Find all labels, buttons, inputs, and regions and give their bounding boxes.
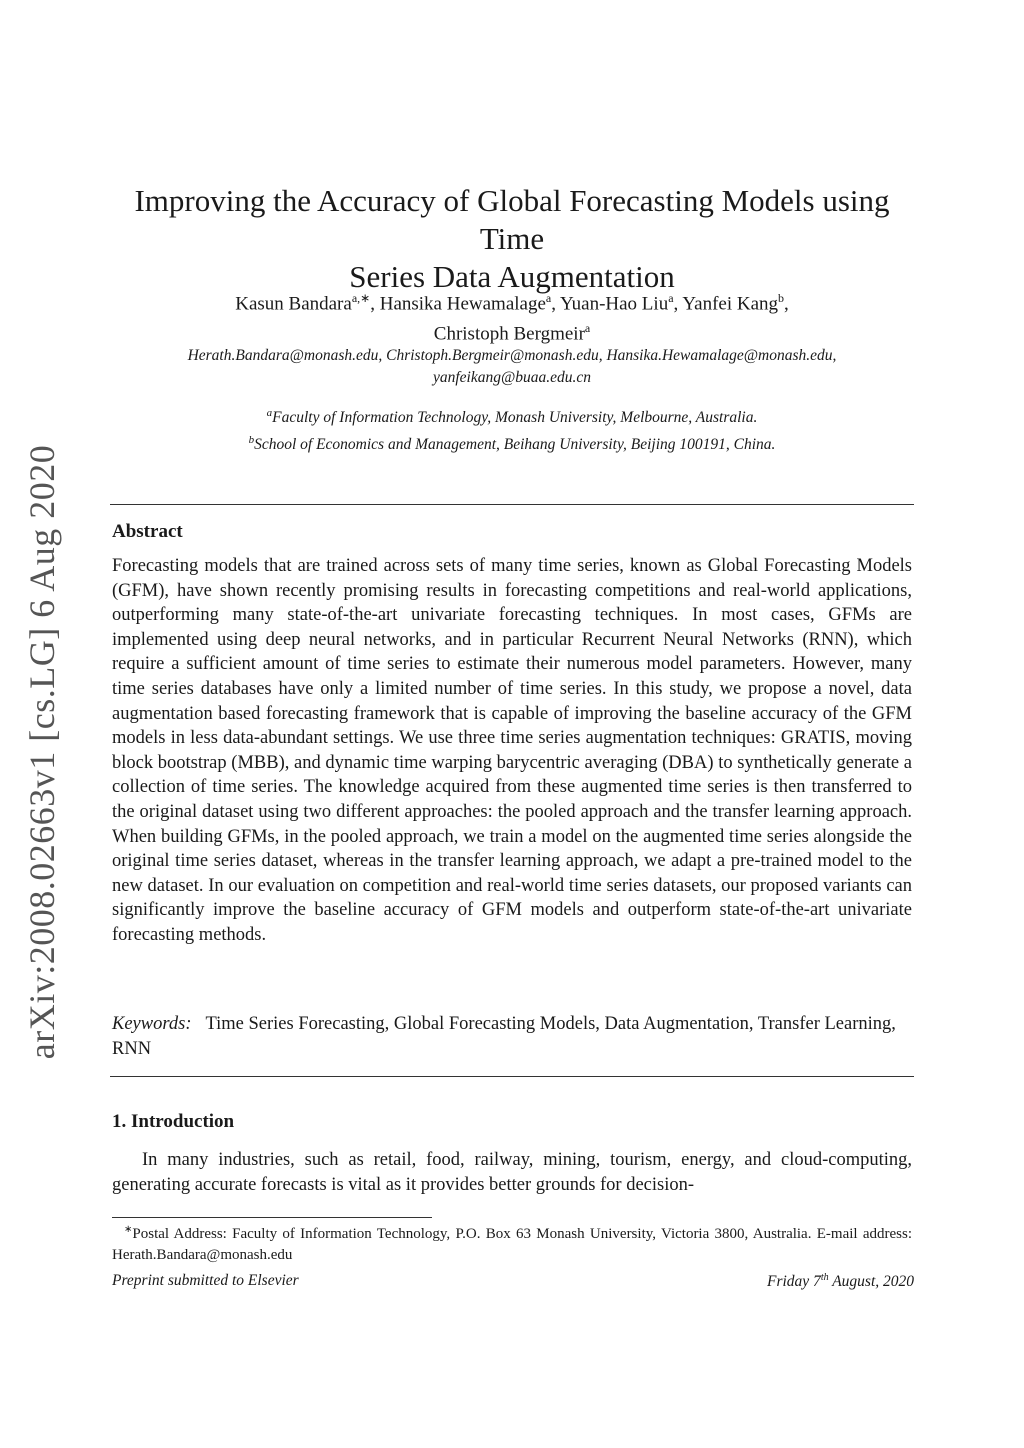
author-name: Christoph Bergmeir	[433, 323, 585, 345]
submission-date	[767, 1272, 914, 1291]
author-affil-marker: b	[778, 291, 785, 305]
paper-title	[112, 182, 912, 296]
title-line-1: Improving the Accuracy of Global Forecasting Models using Time	[134, 183, 890, 256]
email-line-2: yanfeikang@buaa.edu.cn	[432, 369, 592, 386]
footnote-rule	[112, 1217, 432, 1218]
author-affil-marker: a	[584, 321, 591, 336]
author-list	[112, 286, 912, 347]
introduction-text: In many industries, such as retail, food, railway, mining, tourism, energy, and cloud-computing, generating accurate forecasts is vital as it provides better grounds for decision-	[112, 1150, 912, 1195]
footnote-text: Postal Address: Faculty of Information Technology, P.O. Box 63 Monash University, Victoria 3800, Australia. E-mail address: Herath.Bandara@monash.edu	[112, 1226, 912, 1263]
affil-marker: b	[248, 434, 255, 447]
email-line-1: Herath.Bandara@monash.edu, Christoph.Bergmeir@monash.edu, Hansika.Hewamalage@monash.edu,	[187, 347, 837, 364]
arxiv-identifier: arXiv:2008.02663v1 [cs.LG] 6 Aug 2020	[22, 444, 62, 1060]
keywords	[112, 1012, 912, 1061]
author-affil-marker: a	[668, 291, 674, 305]
author-emails	[112, 345, 912, 389]
author-affil-marker: a,∗	[351, 291, 371, 305]
author-name: Kasun Bandara	[235, 293, 352, 315]
keywords-label: Keywords:	[112, 1014, 192, 1034]
keywords-text: Time Series Forecasting, Global Forecasting Models, Data Augmentation, Transfer Learning, RNN	[112, 1014, 896, 1059]
affiliation-a: Faculty of Information Technology, Monash University, Melbourne, Australia.	[272, 409, 758, 427]
author-affil-marker: a	[545, 291, 552, 305]
affil-marker: a	[266, 407, 273, 419]
author-name: , Hansika Hewamalage	[370, 293, 546, 315]
preprint-notice: Preprint submitted to Elsevier	[112, 1272, 299, 1289]
footnote-marker: ∗	[124, 1224, 133, 1235]
title-line-2: Series Data Augmentation	[349, 259, 675, 294]
author-name: , Yanfei Kang	[673, 293, 779, 315]
footnote	[112, 1219, 912, 1266]
affiliations	[112, 402, 912, 456]
date-suffix: August, 2020	[828, 1273, 914, 1291]
author-separator: ,	[784, 293, 789, 315]
date-ordinal: th	[820, 1272, 829, 1283]
abstract-heading: Abstract	[112, 521, 183, 542]
abstract-text: Forecasting models that are trained across sets of many time series, known as Global Forecasting Models (GFM), have shown recently promising results in forecasting competitions and real-world applications, outperforming many state-of-the-art univariate forecasting techniques. In most cases, GFMs are implemented using deep neural networks, and in particular Recurrent Neural Networks (RNN), which require a sufficient amount of time series to estimate their numerous model parameters. However, many time series databases have only a limited number of time series. In this study, we propose a novel, data augmentation based forecasting framework that is capable of improving the baseline accuracy of the GFM models in less data-abundant settings. We use three time series augmentation techniques: GRATIS, moving block bootstrap (MBB), and dynamic time warping barycentric averaging (DBA) to synthetically generate a collection of time series. The knowledge acquired from these augmented time series is then transferred to the original dataset using two different approaches: the pooled approach and the transfer learning approach. When building GFMs, in the pooled approach, we train a model on the augmented time series alongside the original time series dataset, whereas in the transfer learning approach, we adapt a pre-trained model to the new dataset. In our evaluation on competition and real-world time series datasets, our proposed variants can significantly improve the baseline accuracy of GFM models and outperform state-of-the-art univariate forecasting methods.	[112, 556, 912, 945]
author-name: , Yuan-Hao Liu	[551, 293, 669, 315]
abstract-top-rule	[110, 504, 914, 505]
affiliation-b: School of Economics and Management, Beihang University, Beijing 100191, China.	[254, 436, 776, 454]
date-prefix: Friday 7	[767, 1273, 821, 1291]
section-heading-introduction: 1. Introduction	[112, 1111, 235, 1132]
abstract-bottom-rule	[110, 1076, 914, 1077]
